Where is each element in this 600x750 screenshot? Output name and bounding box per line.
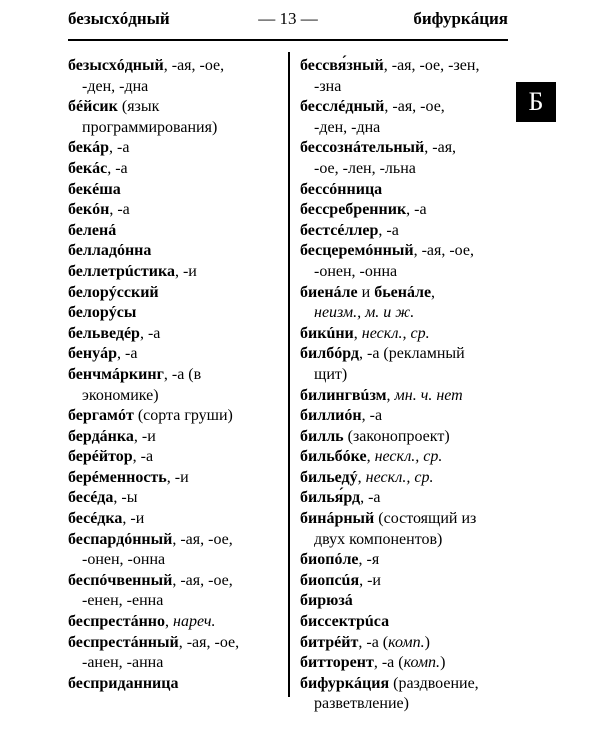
headword: белладóнна bbox=[68, 242, 152, 260]
dictionary-entry bbox=[68, 427, 283, 448]
headword: биссектрúса bbox=[300, 613, 390, 631]
dictionary-entry bbox=[300, 653, 510, 674]
dictionary-entry bbox=[300, 200, 510, 221]
entry-gloss: ) bbox=[440, 654, 446, 672]
entry-line bbox=[68, 634, 239, 651]
dictionary-entry bbox=[300, 447, 510, 468]
headword: бесслéдный bbox=[300, 98, 385, 116]
entry-line bbox=[300, 181, 382, 198]
dictionary-entry bbox=[300, 324, 510, 345]
entry-line bbox=[300, 675, 479, 692]
entry-line bbox=[68, 325, 160, 342]
entry-line bbox=[68, 284, 159, 301]
headword: бифуркáция bbox=[300, 674, 390, 692]
headword: битторент bbox=[300, 654, 374, 672]
entry-gloss: (язык bbox=[117, 98, 160, 116]
dictionary-entry bbox=[300, 406, 510, 427]
entry-line bbox=[68, 572, 233, 589]
dictionary-entry bbox=[300, 571, 510, 592]
headword: беспардóнный bbox=[68, 530, 173, 548]
entry-line bbox=[68, 242, 151, 259]
entry-line bbox=[300, 222, 399, 239]
entry-line bbox=[300, 654, 445, 671]
entry-line bbox=[68, 489, 137, 506]
headword: бикúни bbox=[300, 324, 354, 342]
headword: беспрестáнный bbox=[68, 633, 179, 651]
dictionary-entry bbox=[68, 612, 283, 633]
entry-gloss: , -а bbox=[109, 139, 130, 157]
headword: бенуáр bbox=[68, 345, 118, 363]
entry-line bbox=[300, 407, 382, 424]
entry-gloss: , bbox=[366, 448, 375, 466]
headword: беспóчвенный bbox=[68, 571, 173, 589]
headword: бесприданница bbox=[68, 674, 179, 692]
entry-line bbox=[68, 407, 233, 424]
entry-gloss: , -ая, -ое, bbox=[172, 571, 233, 589]
entry-gloss: , -ы bbox=[113, 489, 138, 507]
headword: бессóнница bbox=[300, 180, 383, 198]
headword-variant: бьенáле bbox=[374, 283, 432, 301]
dictionary-entry bbox=[68, 56, 283, 97]
entry-gloss: , -ая, -ое, -зен, bbox=[383, 57, 480, 74]
headword: белорýсский bbox=[68, 283, 159, 301]
dictionary-entry bbox=[300, 674, 510, 715]
headword: бильедý bbox=[300, 468, 358, 486]
entry-line bbox=[68, 428, 156, 445]
page-number: — 13 — bbox=[258, 9, 318, 28]
headword: битрéйт bbox=[300, 633, 359, 651]
entry-line bbox=[68, 675, 179, 692]
entry-gloss: , -а bbox=[107, 159, 128, 177]
entry-line bbox=[68, 448, 153, 465]
entry-line bbox=[300, 592, 353, 609]
headword: безысхóдный bbox=[68, 57, 164, 74]
entry-continuation: двух компонентов) bbox=[314, 530, 443, 548]
headword: беленá bbox=[68, 221, 117, 239]
entry-line bbox=[300, 98, 445, 115]
dictionary-entry bbox=[68, 180, 283, 201]
entry-gloss: (состоящий из bbox=[374, 510, 477, 528]
entry-line bbox=[68, 345, 137, 362]
entry-line bbox=[68, 57, 224, 74]
headword: бекéша bbox=[68, 180, 121, 198]
entry-line bbox=[68, 201, 130, 218]
grammar-note: комп. bbox=[388, 633, 425, 651]
dictionary-entry bbox=[68, 571, 283, 612]
entry-gloss: , -а bbox=[117, 345, 138, 363]
entry-gloss: , -ая, -ое, bbox=[163, 57, 225, 74]
headword: билья́рд bbox=[300, 489, 361, 507]
entry-gloss: , -а bbox=[360, 489, 381, 507]
entry-gloss: , -а (в bbox=[163, 365, 202, 383]
headword: бинáрный bbox=[300, 510, 375, 528]
entry-line bbox=[300, 551, 379, 568]
headword: бессознáтельный bbox=[300, 139, 425, 157]
entry-line bbox=[300, 345, 465, 362]
entry-line bbox=[68, 222, 116, 239]
entry-gloss: , -и bbox=[122, 510, 145, 528]
entry-line bbox=[300, 57, 479, 74]
entry-line bbox=[68, 531, 233, 548]
headword: бирюзá bbox=[300, 592, 353, 610]
entry-gloss: , -а bbox=[109, 201, 130, 219]
grammar-note: нескл., ср. bbox=[374, 448, 443, 466]
entry-continuation: -онен, -онна bbox=[82, 551, 166, 569]
dictionary-entry bbox=[300, 221, 510, 242]
entry-continuation: -ден, -дна bbox=[314, 118, 381, 136]
entry-gloss: , -и bbox=[166, 468, 189, 486]
headword: бергамóт bbox=[68, 407, 134, 425]
headword: биенáле bbox=[300, 283, 358, 301]
entry-continuation: -ое, -лен, -льна bbox=[314, 159, 416, 177]
dictionary-entry bbox=[300, 56, 510, 97]
headword: бердáнка bbox=[68, 427, 134, 445]
headword: бенчмáркинг bbox=[68, 365, 164, 383]
headword: беспрестáнно bbox=[68, 613, 165, 631]
headword: билль bbox=[300, 427, 344, 445]
dictionary-entry bbox=[300, 344, 510, 385]
entry-line bbox=[68, 139, 129, 156]
dictionary-entry bbox=[68, 324, 283, 345]
entry-gloss: , bbox=[386, 386, 395, 404]
grammar-note: комп. bbox=[403, 654, 441, 672]
entry-line bbox=[300, 325, 430, 342]
headword: бессребренник bbox=[300, 201, 407, 219]
dictionary-entry bbox=[68, 488, 283, 509]
dictionary-entry bbox=[68, 97, 283, 138]
entry-line bbox=[68, 263, 197, 280]
dictionary-entry bbox=[300, 427, 510, 448]
dictionary-entry bbox=[300, 488, 510, 509]
entry-continuation: -онен, -онна bbox=[314, 262, 398, 280]
entry-continuation: -зна bbox=[314, 77, 342, 95]
entry-continuation: разветвление) bbox=[314, 695, 409, 713]
left-column bbox=[68, 56, 283, 694]
entry-line bbox=[300, 139, 456, 156]
dictionary-entry bbox=[300, 386, 510, 407]
entry-line bbox=[300, 448, 442, 465]
entry-gloss: , -ая, -ое, bbox=[384, 98, 445, 116]
headword: бессвя́зный bbox=[300, 57, 384, 74]
headword: бесéдка bbox=[68, 510, 123, 528]
dictionary-entry bbox=[300, 138, 510, 179]
section-letter-tab: Б bbox=[516, 82, 556, 122]
entry-continuation: -анен, -анна bbox=[82, 654, 164, 672]
entry-line bbox=[300, 613, 389, 630]
page-header bbox=[68, 8, 508, 32]
headword: бéйсик bbox=[68, 98, 118, 116]
dictionary-entry bbox=[300, 468, 510, 489]
dictionary-entry bbox=[68, 530, 283, 571]
dictionary-entry bbox=[68, 283, 283, 304]
entry-gloss: (сорта груши) bbox=[133, 407, 233, 425]
entry-gloss: (законопроект) bbox=[343, 427, 450, 445]
entry-gloss: , -ая, bbox=[424, 139, 457, 157]
right-column bbox=[300, 56, 510, 715]
entry-gloss: , -и bbox=[359, 571, 381, 589]
entry-line bbox=[68, 98, 159, 115]
dictionary-entry bbox=[68, 241, 283, 262]
entry-gloss: , bbox=[431, 283, 436, 301]
entry-gloss: и bbox=[357, 283, 375, 301]
dictionary-entry bbox=[300, 283, 510, 324]
entry-line bbox=[300, 634, 430, 651]
entry-gloss: , -ая, -ое, bbox=[178, 633, 240, 651]
dictionary-entry bbox=[68, 303, 283, 324]
dictionary-entry bbox=[300, 550, 510, 571]
headword: бекáс bbox=[68, 159, 108, 177]
header-rule bbox=[68, 39, 508, 41]
entry-gloss: , -и bbox=[174, 262, 197, 280]
grammar-note: нескл., ср. bbox=[365, 468, 434, 486]
entry-continuation: -енен, -енна bbox=[82, 592, 164, 610]
dictionary-entry bbox=[300, 633, 510, 654]
headword: бильбóке bbox=[300, 448, 367, 466]
headword: беллетрúстика bbox=[68, 262, 175, 280]
headword: бестсéллер bbox=[300, 221, 379, 239]
dictionary-entry bbox=[68, 674, 283, 695]
grammar-note: нареч. bbox=[173, 613, 216, 631]
dictionary-entry bbox=[300, 97, 510, 138]
dictionary-entry bbox=[68, 406, 283, 427]
entry-gloss: , -а bbox=[139, 324, 161, 342]
headword: бесцеремóнный bbox=[300, 242, 414, 260]
dictionary-entry bbox=[68, 159, 283, 180]
headword: билингвúзм bbox=[300, 386, 387, 404]
dictionary-entry bbox=[68, 200, 283, 221]
entry-line bbox=[68, 366, 201, 383]
header-last-word: бифуркáция bbox=[413, 9, 508, 28]
entry-line bbox=[300, 489, 381, 506]
headword: бесéда bbox=[68, 489, 114, 507]
entry-line bbox=[68, 304, 136, 321]
entry-line bbox=[68, 160, 128, 177]
entry-gloss: , -и bbox=[133, 427, 156, 445]
entry-gloss: , bbox=[353, 324, 362, 342]
headword: белорýсы bbox=[68, 304, 137, 322]
headword: биопсúя bbox=[300, 571, 360, 589]
grammar-note: нескл., ср. bbox=[361, 324, 430, 342]
dictionary-entry bbox=[300, 241, 510, 282]
headword: берéйтор bbox=[68, 448, 133, 466]
entry-gloss: , -а bbox=[378, 221, 399, 239]
headword: билбóрд bbox=[300, 345, 359, 363]
entry-line bbox=[300, 284, 435, 301]
entry-gloss: , -я bbox=[358, 551, 380, 569]
entry-gloss: ) bbox=[424, 633, 430, 651]
entry-line bbox=[300, 242, 474, 259]
dictionary-entry bbox=[68, 509, 283, 530]
entry-line bbox=[300, 201, 427, 218]
dictionary-entry bbox=[68, 633, 283, 674]
entry-line bbox=[300, 469, 433, 486]
entry-gloss: , -а ( bbox=[358, 633, 389, 651]
dictionary-entry bbox=[68, 447, 283, 468]
entry-gloss: (раздвоение, bbox=[389, 674, 479, 692]
entry-gloss: , -а bbox=[361, 407, 383, 425]
headword: бекáр bbox=[68, 139, 110, 157]
headword: биопóле bbox=[300, 551, 359, 569]
grammar-note: мн. ч. нет bbox=[394, 386, 463, 404]
entry-continuation: щит) bbox=[314, 365, 348, 383]
dictionary-entry bbox=[68, 468, 283, 489]
entry-gloss: , -а ( bbox=[373, 654, 404, 672]
entry-line bbox=[68, 181, 121, 198]
header-first-word: безысхóдный bbox=[68, 9, 170, 28]
headword: биллиóн bbox=[300, 407, 362, 425]
dictionary-entry bbox=[68, 344, 283, 365]
entry-continuation: экономике) bbox=[82, 386, 159, 404]
dictionary-entry bbox=[68, 262, 283, 283]
entry-gloss: , bbox=[165, 613, 173, 631]
entry-line bbox=[300, 387, 463, 404]
entry-gloss: , -ая, -ое, bbox=[413, 242, 474, 260]
headword: бекóн bbox=[68, 201, 110, 219]
entry-gloss: , -а bbox=[132, 448, 154, 466]
entry-gloss: , -ая, -ое, bbox=[172, 530, 233, 548]
entry-continuation: -ден, -дна bbox=[82, 77, 149, 95]
entry-gloss: , -а bbox=[406, 201, 427, 219]
entry-line bbox=[300, 572, 381, 589]
entry-line bbox=[68, 613, 215, 630]
entry-line bbox=[300, 510, 476, 527]
entry-line bbox=[68, 510, 144, 527]
headword: бельведéр bbox=[68, 324, 140, 342]
entry-gloss: , -а (рекламный bbox=[358, 345, 465, 363]
entry-continuation: программирования) bbox=[82, 118, 218, 136]
dictionary-entry bbox=[300, 612, 510, 633]
dictionary-entry bbox=[300, 509, 510, 550]
entry-line bbox=[300, 428, 450, 445]
column-divider bbox=[288, 52, 290, 697]
dictionary-entry bbox=[68, 138, 283, 159]
dictionary-entry bbox=[300, 180, 510, 201]
headword: берéменность bbox=[68, 468, 167, 486]
dictionary-entry bbox=[68, 221, 283, 242]
grammar-note: неизм., м. и ж. bbox=[314, 304, 415, 322]
dictionary-entry bbox=[300, 591, 510, 612]
entry-line bbox=[68, 469, 189, 486]
entry-gloss: , bbox=[357, 468, 366, 486]
dictionary-entry bbox=[68, 365, 283, 406]
